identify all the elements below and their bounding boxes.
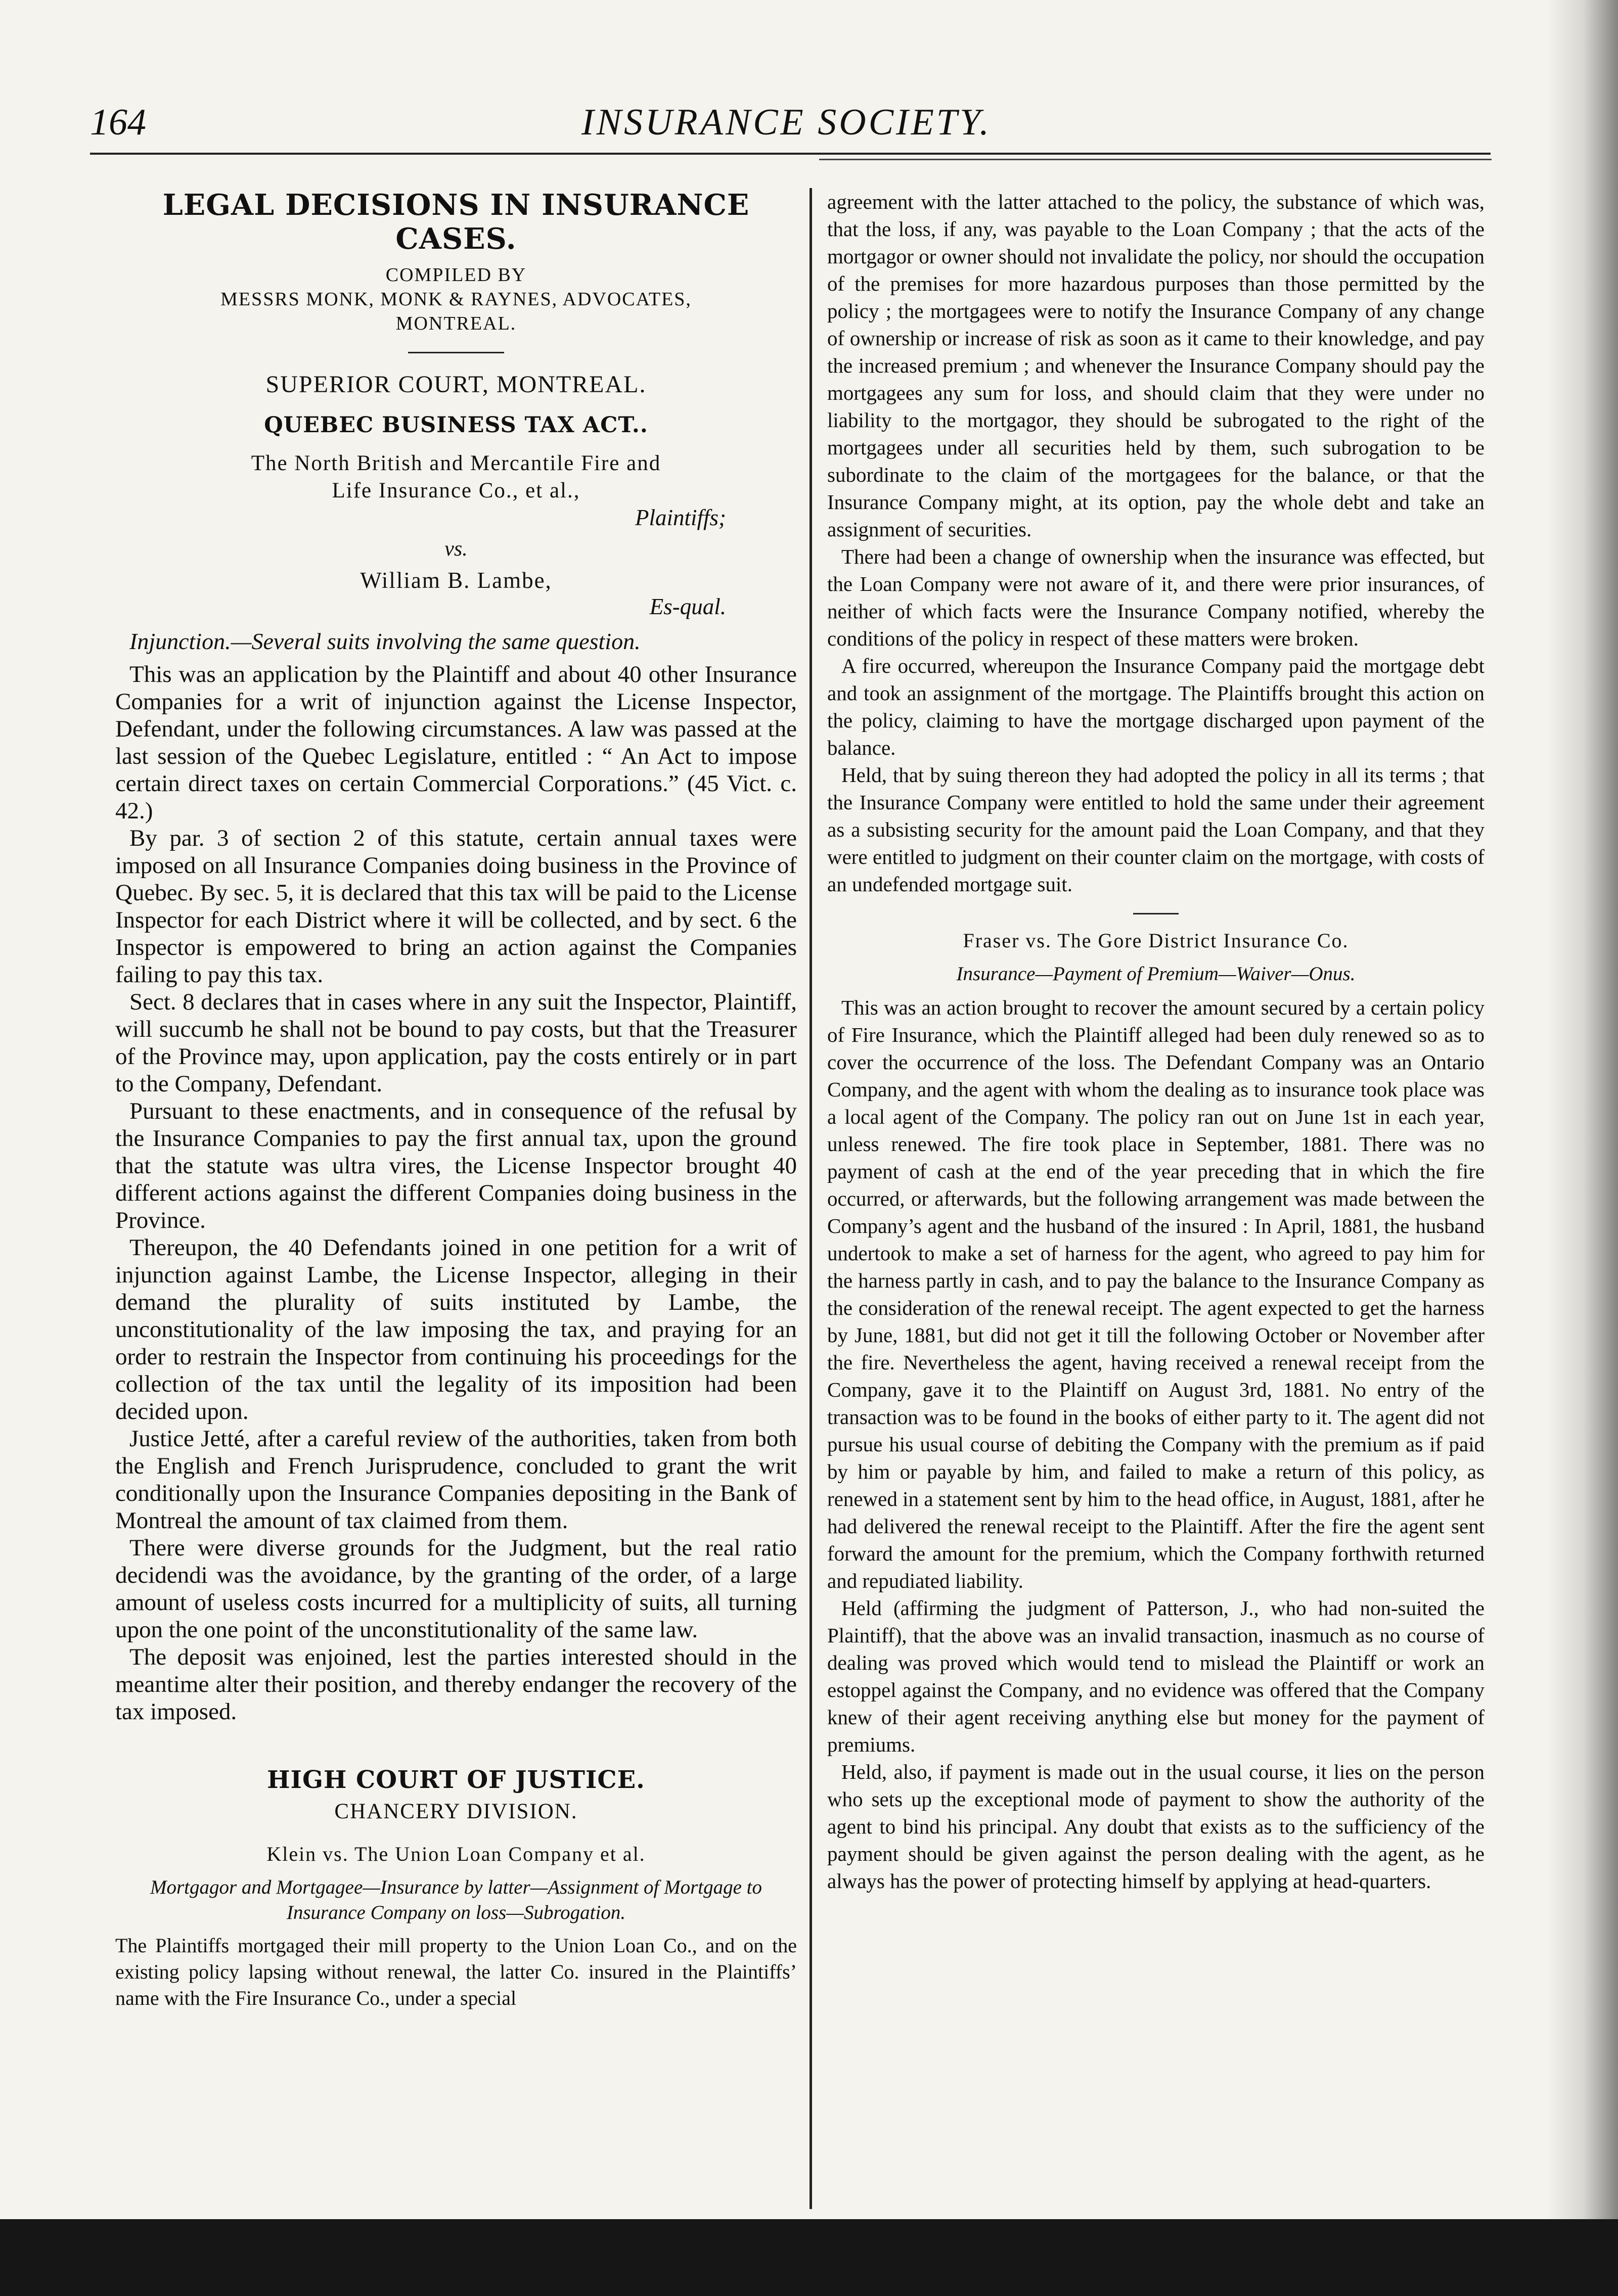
plaintiffs-role: Plaintiffs; [635, 505, 726, 530]
page-number: 164 [90, 102, 146, 143]
paragraph: Justice Jetté, after a careful review of the authorities, taken from both the English and French Jurisprudence, concluded to grant the writ conditionally upon the Insurance Companies depositing in the Bank of Montreal the amount of tax claimed from them. [115, 1426, 797, 1534]
header-rule-secondary [819, 159, 1492, 160]
plaintiff-line-1: The North British and Mercantile Fire and [251, 451, 661, 475]
paragraph: This was an application by the Plaintiff and about 40 other Insurance Companies for a writ of injunction against the License Inspector, Defendant, under the following circumstances. A law was passed at the last session of the Quebec Legislature, entitled : “ An Act to impose certain direct taxes on certain Commercial Corporations.” (45 Vict. c. 42.) [115, 661, 797, 824]
header-rule [90, 153, 1491, 155]
case-title: Klein vs. The Union Loan Company et al. [266, 1843, 646, 1865]
case-title: Fraser vs. The Gore District Insurance Co. [963, 929, 1349, 952]
paragraph: A fire occurred, whereupon the Insurance Company paid the mortgage debt and took an assignment of the mortgage. The Plaintiffs brought this action on the policy, claiming to have the mortgage discharged upon payment of the balance. [827, 654, 1485, 759]
plaintiff-line-2: Life Insurance Co., et al., [332, 479, 580, 502]
defendant: William B. Lambe, [360, 568, 552, 593]
high-court-heading: HIGH COURT OF JUSTICE. [267, 1766, 645, 1794]
page-edge-shadow [1547, 0, 1618, 2219]
compilers-city: MONTREAL. [395, 313, 517, 334]
defendant-role: Es-qual. [649, 594, 726, 619]
paragraph: Held (affirming the judgment of Patterson, J., who had non-suited the Plaintiff), that the above was an invalid transaction, inasmuch as no course of dealing was proved which would tend to mislead the Plaintiff or work an estoppel against the Company, and no evidence was offered that the Company knew of their agent receiving anything else but money for the payment of premiums. [827, 1596, 1485, 1756]
case-headnote: Insurance—Payment of Premium—Waiver—Onus. [956, 963, 1356, 985]
paragraph: There had been a change of ownership when the insurance was effected, but the Loan Company were not aware of it, and there were prior insurances, of neither of which facts were the Insurance Company notified, whereby the conditions of the policy in respect of these matters were broken. [827, 545, 1485, 650]
right-column [827, 188, 1485, 1895]
paragraph: Pursuant to these enactments, and in consequence of the refusal by the Insurance Companies to pay the first annual tax, upon the ground that the statute was ultra vires, the License Inspector brought 40 different actions against the different Companies doing business in the Province. [115, 1098, 797, 1233]
court-name: SUPERIOR COURT, MONTREAL. [265, 371, 647, 398]
column-divider [810, 188, 812, 2209]
paragraph: This was an action brought to recover the amount secured by a certain policy of Fire Insurance, which the Plaintiff alleged had been duly renewed so as to cover the occurrence of the loss. The Defendant Company was an Ontario Company, and the agent with whom the dealing as to insurance took place was a local agent of the Company. The policy ran out on June 1st in each year, unless renewed. The fire took place in September, 1881. There was no payment of cash at the end of the year preceding that in which the fire occurred, or afterwards, but the following arrangement was made between the Company’s agent and the husband of the insured : In April, 1881, the husband undertook to make a set of harness for the agent, who agreed to pay him for the harness partly in cash, and to pay the balance to the Insurance Company as the consideration of the renewal receipt. The agent expected to get the harness by June, 1881, but did not get it till the following October or November after the fire. Nevertheless the agent, having received a renewal receipt from the Company, gave it to the Plaintiff on August 3rd, 1881. No entry of the transaction was to be found in the books of either party to it. The agent did not pursue his usual course of debiting the Company with the premium as if paid by him or payable by him, and failed to make a return of this policy, as renewed in a statement sent by him to the head office, in August, 1881, after he had delivered the renewal receipt to the Plaintiff. After the fire the agent sent forward the amount for the premium, which the Company forthwith returned and repudiated liability. [827, 996, 1485, 1592]
case-headnote: Injunction.—Several suits involving the same question. [129, 628, 641, 654]
paragraph: By par. 3 of section 2 of this statute, certain annual taxes were imposed on all Insurance Companies doing business in the Province of Quebec. By sec. 5, it is declared that this tax will be paid to the License Inspector for each District where it will be collected, and by sect. 6 the Inspector is empowered to bring an action against the Companies failing to pay this tax. [115, 825, 797, 988]
compiled-by: COMPILED BY [385, 264, 527, 286]
division-heading: CHANCERY DIVISION. [334, 1800, 578, 1823]
paragraph: agreement with the latter attached to the policy, the substance of which was, that the loss, if any, was payable to the Loan Company ; that the acts of the mortgagor or owner should not invalidate the policy, nor should the occupation of the premises for more hazardous purposes than those permitted by the policy ; the mortgagees were to notify the Insurance Company of any change of ownership or increase of risk as soon as it came to their knowledge, and pay the increased premium ; and whenever the Insurance Company should pay the mortgagees any sum for loss, and should claim that they were under no liability to the mortgagor, they should be subrogated to the right of the mortgagees under all securities held by them, such subrogation to be subordinate to the claim of the mortgagees for the balance, or that the Insurance Company might, at its option, pay the whole debt and take an assignment of securities. [827, 190, 1485, 541]
paragraph: There were diverse grounds for the Judgment, but the real ratio decidendi was the avoidance, by the granting of the order, of a large amount of useless costs incurred for a multiplicity of suits, all turning upon the one point of the unconstitutionality of the same law. [115, 1535, 797, 1643]
versus: vs. [444, 537, 468, 561]
paragraph: Held, that by suing thereon they had adopted the policy in all its terms ; that the Insurance Company were entitled to hold the same under their agreement as a subsisting security for the amount paid the Loan Company, and that they were entitled to judgment on their counter claim on the mortgage, with costs of an undefended mortgage suit. [827, 763, 1485, 896]
paragraph: The deposit was enjoined, lest the parties interested should in the meantime alter their position, and thereby endanger the recovery of the tax imposed. [115, 1644, 797, 1725]
section-title: LEGAL DECISIONS IN INSURANCE CASES. [162, 188, 750, 256]
paragraph: Held, also, if payment is made out in the usual course, it lies on the person who sets up the exceptional mode of payment to show the authority of the agent to bind his principal. Any doubt that exists as to the sufficiency of the payment should be given against the person dealing with the agent, as he always has the power of protecting himself by applying at head-quarters. [827, 1760, 1485, 1893]
case-headnote: Mortgagor and Mortgagee—Insurance by latter—Assignment of Mortgage to Insurance Company on loss—Subrogation. [150, 1876, 762, 1923]
paragraph: Thereupon, the 40 Defendants joined in one petition for a writ of injunction against Lambe, the License Inspector, alleging in their demand the plurality of suits instituted by Lambe, the unconstitutionality of the law imposing the tax, and praying for an order to restrain the Inspector from continuing his proceedings for the collection of the tax until the legality of its imposition had been decided upon. [115, 1234, 797, 1425]
divider [1133, 913, 1179, 914]
compilers: MESSRS MONK, MONK & RAYNES, ADVOCATES, [220, 289, 692, 310]
running-title: INSURANCE SOCIETY. [581, 102, 992, 143]
left-column [115, 188, 797, 2011]
paragraph: Sect. 8 declares that in cases where in any suit the Inspector, Plaintiff, will succumb he shall not be bound to pay costs, but that the Treasurer of the Province may, upon application, pay the costs entirely or in part to the Company, Defendant. [115, 989, 797, 1097]
scan-border [0, 2219, 1618, 2296]
divider [408, 352, 504, 353]
paragraph: The Plaintiffs mortgaged their mill property to the Union Loan Co., and on the existing policy lapsing without renewal, the latter Co. insured in the Plaintiffs’ name with the Fire Insurance Co., under a special [115, 1934, 797, 2009]
act-title: QUEBEC BUSINESS TAX ACT.. [264, 412, 648, 438]
